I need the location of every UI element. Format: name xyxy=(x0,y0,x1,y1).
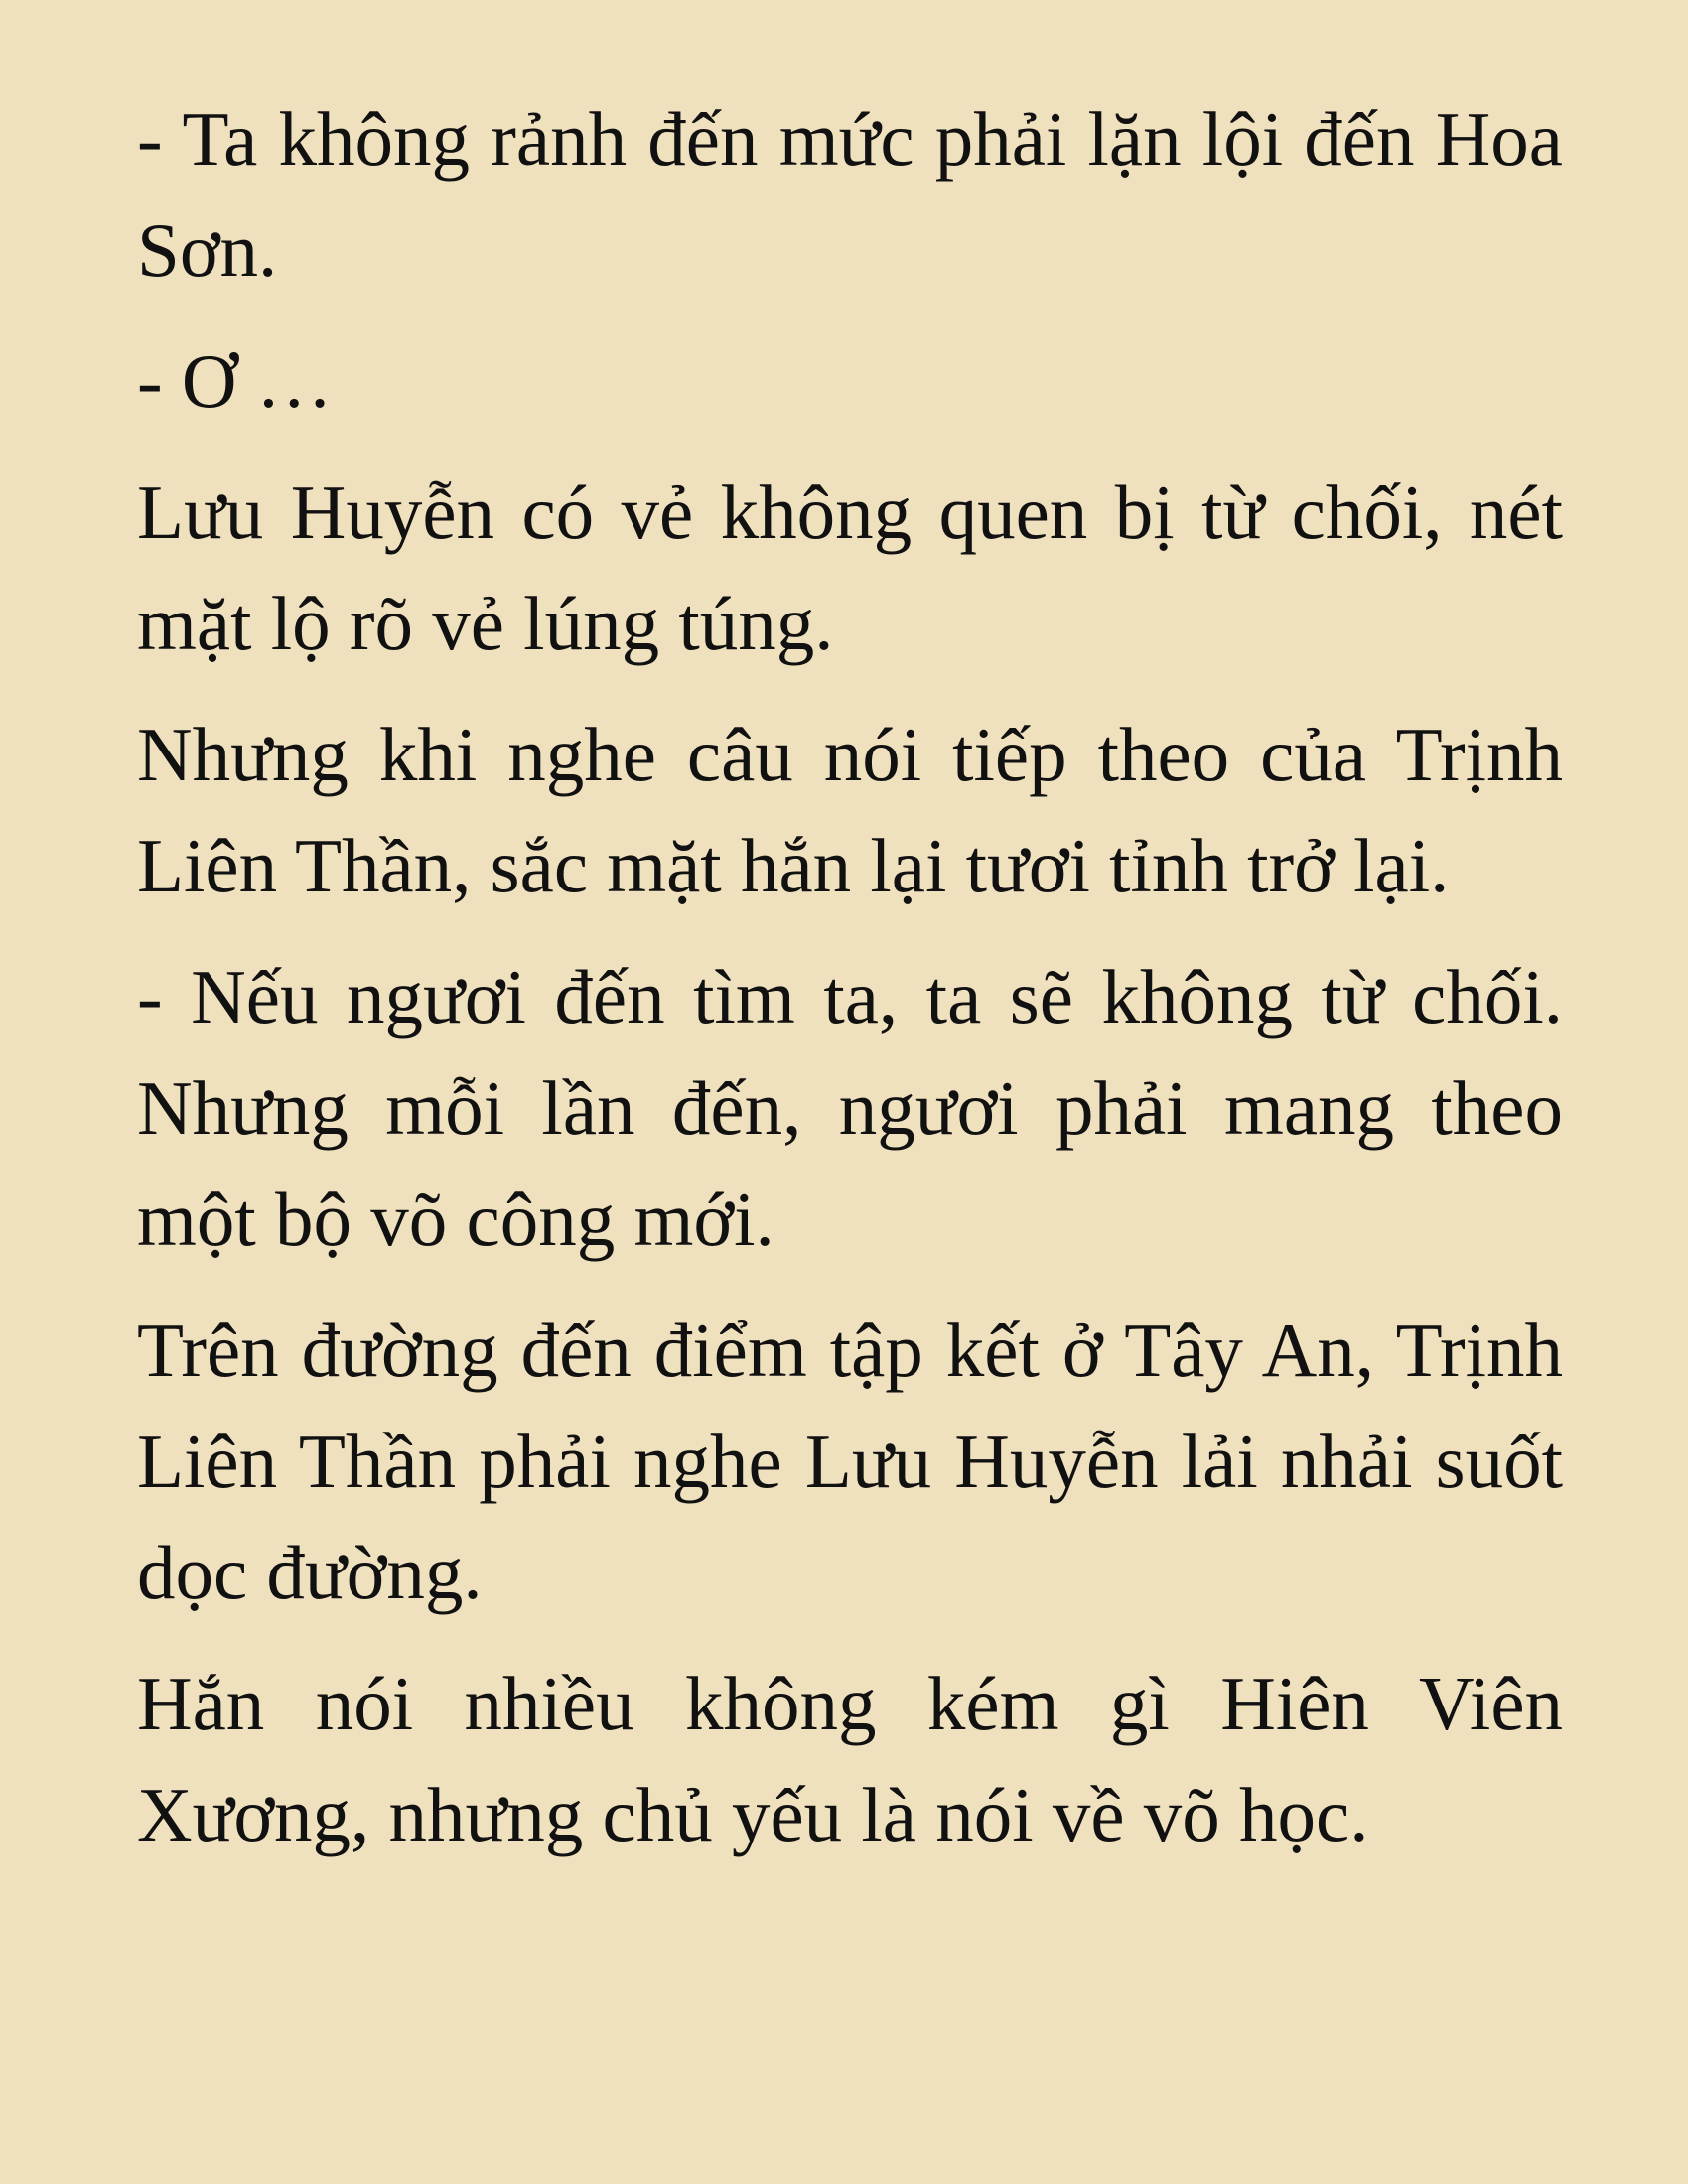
paragraph-6: Trên đường đến điểm tập kết ở Tây An, Trịnh Liên Thần phải nghe Lưu Huyễn lải nhải suốt dọc đường. xyxy=(137,1307,1563,1615)
paragraph-5: - Nếu ngươi đến tìm ta, ta sẽ không từ chối. Nhưng mỗi lần đến, ngươi phải mang theo một bộ võ công mới. xyxy=(137,954,1563,1262)
paragraph-4: Nhưng khi nghe câu nói tiếp theo của Trịnh Liên Thần, sắc mặt hắn lại tươi tỉnh trở lại. xyxy=(137,712,1563,908)
paragraph-7: Hắn nói nhiều không kém gì Hiên Viên Xương, nhưng chủ yếu là nói về võ học. xyxy=(137,1661,1563,1857)
story-text xyxy=(137,83,1563,1890)
paragraph-2: - Ơ … xyxy=(137,339,333,424)
paragraph-3: Lưu Huyễn có vẻ không quen bị từ chối, nét mặt lộ rõ vẻ lúng túng. xyxy=(137,470,1563,666)
paragraph-1: - Ta không rảnh đến mức phải lặn lội đến Hoa Sơn. xyxy=(137,96,1563,293)
